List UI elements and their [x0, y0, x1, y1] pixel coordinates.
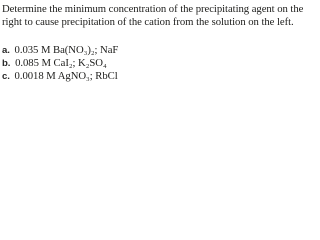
problem-part-a [2, 44, 118, 57]
problem-text-block [0, 0, 319, 86]
part-solution-agent: 0.035 M Ba(NO₃)₂; NaF [14, 44, 119, 56]
part-letter: c. [2, 71, 10, 82]
problem-statement: Determine the minimum concentration of the precipitating agent on the right to cause precipitation of the cation from the solution on the left. [2, 3, 304, 29]
part-letter: a. [2, 45, 10, 56]
part-letter: b. [2, 58, 11, 69]
problem-part-b [2, 57, 107, 70]
part-solution-agent: 0.085 M CaI₂; K₂SO₄ [15, 57, 107, 69]
problem-part-c [2, 70, 118, 83]
part-solution-agent: 0.0018 M AgNO₃; RbCl [14, 70, 118, 82]
